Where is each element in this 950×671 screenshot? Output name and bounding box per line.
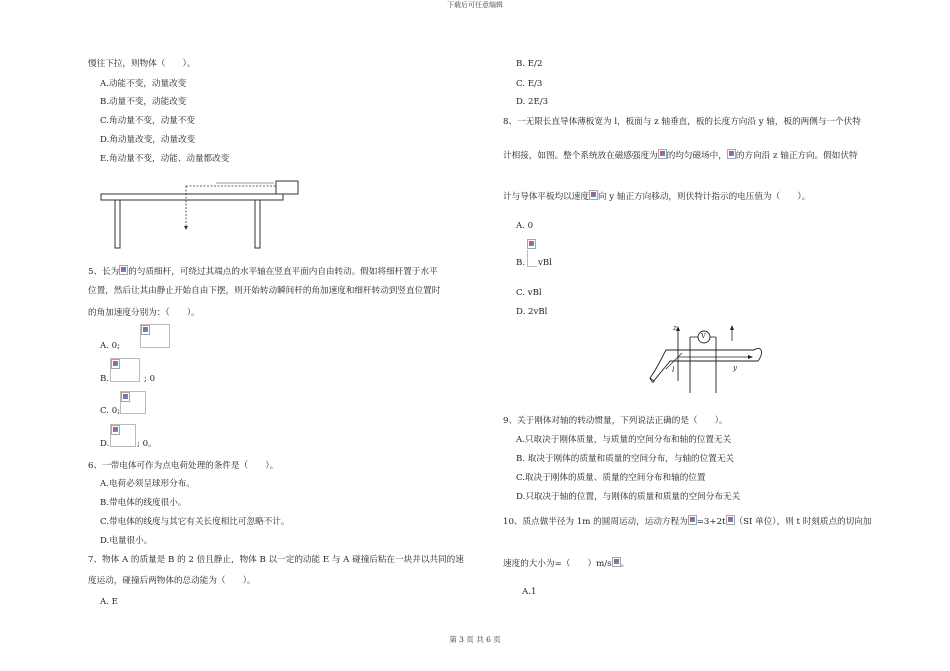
q8-option-d: D. 2vBl: [516, 307, 548, 317]
table-pulley-figure: [98, 178, 288, 253]
q9-option-d: D.只取决于轴的位置，与刚体的质量和质量的空间分布无关: [516, 492, 741, 502]
b-field-symbol-image: [658, 149, 667, 159]
broken-image-icon: [527, 239, 536, 249]
q6-option-b: B.带电体的线度很小。: [100, 498, 187, 508]
broken-image-icon: [141, 325, 150, 335]
q10-option-a: A.1: [522, 587, 537, 597]
figure-l-label: l: [672, 365, 675, 374]
q5-option-b-tail: ; 0: [144, 374, 156, 384]
q7-option-b: B. E/2: [516, 59, 543, 69]
conducting-plate-figure: [648, 323, 766, 393]
theta-symbol-image: [688, 515, 697, 525]
q7-line1: 7、物体 A 的质量是 B 的 2 倍且静止，物体 B 以一定的动能 E 与 A 碰撞后粘在一块并以共同的速: [88, 555, 464, 565]
q6-option-c: C.带电体的线度与其它有关长度相比可忽略不计。: [100, 517, 290, 527]
q5-line3: 的角加速度分别为：（ ）。: [88, 308, 200, 318]
velocity-symbol-image: [589, 190, 598, 200]
q4-option-d: D.角动量改变，动量改变: [100, 135, 196, 145]
q7-line2: 度运动，碰撞后两物体的总动能为（ ）。: [88, 576, 256, 586]
q8-option-b: B.: [516, 258, 526, 268]
b-field-symbol-image: [727, 149, 736, 159]
q8-option-b-formula-frame: [527, 266, 537, 267]
q8-line3: 计与导体平板均以速度 向 y 轴正方向移动，则伏特计指示的电压值为（ ）。: [503, 192, 811, 202]
q8-option-c: C. vBl: [516, 288, 542, 298]
q7-option-c: C. E/3: [516, 79, 543, 89]
q5-option-b: B.: [100, 374, 110, 384]
q9-option-b: B. 取决于刚体的质量和质量的空间分布，与轴的位置无关: [516, 454, 735, 464]
q10-line1: 10、质点做半径为 1m 的圆周运动，运动方程为 =3+2t （SI 单位），则 t 时刻质点的切向加: [503, 517, 872, 527]
q9-stem: 9、关于刚体对轴的转动惯量，下列说法正确的是（ ）。: [503, 416, 728, 426]
q10-line2: 速度的大小为=（ ）m/s 。: [503, 559, 630, 569]
q7-option-a: A. E: [100, 597, 118, 607]
q5-line1: 5、长为 的匀质细杆，可绕过其端点的水平轴在竖直平面内自由转动。假如将细杆置于水平: [88, 267, 438, 277]
q5-option-a: A. 0;: [100, 341, 121, 351]
q4-option-b: B.动量不变，动能改变: [100, 97, 187, 107]
q4-tail: 慢往下拉，则物体（ ）。: [88, 59, 196, 69]
q9-option-a: A.只取决于刚体质量，与质量的空间分布和轴的位置无关: [516, 435, 732, 445]
page-header: 下载后可任意编辑: [447, 1, 503, 9]
q6-stem: 6、一带电体可作为点电荷处理的条件是（ ）。: [88, 461, 279, 471]
q4-option-e: E.角动量不变，动能、动量都改变: [100, 154, 230, 164]
q4-option-c: C.角动量不变，动量不变: [100, 116, 195, 126]
figure-y-label: y: [733, 364, 737, 372]
length-symbol-image: [119, 265, 128, 275]
q8-line1: 8、一无限长直导体薄板宽为 l，板面与 z 轴垂直，板的长度方向沿 y 轴，板的两侧与一个伏特: [503, 117, 861, 127]
q5-option-c: C. 0;: [100, 406, 121, 416]
unit-squared-image: [612, 557, 621, 567]
q5-line2: 位置，然后让其由静止开始自由下摆，则开始转动瞬间杆的角加速度和细杆转动到竖直位置时: [88, 286, 441, 296]
q6-option-d: D.电量很小。: [100, 536, 153, 546]
q8-option-a: A. 0: [516, 221, 534, 231]
q7-option-d: D. 2E/3: [516, 97, 549, 107]
broken-image-icon: [121, 392, 130, 402]
figure-voltmeter-label: V: [701, 332, 706, 340]
q5-option-d-tail: ; 0。: [137, 439, 157, 449]
q4-option-a: A.动能不变，动量改变: [100, 79, 187, 89]
broken-image-icon: [111, 359, 120, 369]
figure-z-label: z: [673, 324, 677, 332]
q8-option-b-formula-frame: [527, 250, 528, 266]
t-squared-image: [726, 515, 735, 525]
q6-option-a: A.电荷必须呈球形分布。: [100, 479, 195, 489]
q9-option-c: C.取决于刚体的质量、质量的空间分布和轴的位置: [516, 473, 706, 483]
page-footer: 第 3 页 共 6 页: [449, 635, 501, 644]
q5-option-d: D.: [100, 439, 110, 449]
q8-line2: 计相接，如图。整个系统放在磁感强度为 的均匀磁场中， 的方向沿 z 轴正方向。假如伏特: [503, 151, 858, 161]
q8-option-b-tail: vBl: [538, 258, 552, 268]
broken-image-icon: [111, 425, 120, 435]
